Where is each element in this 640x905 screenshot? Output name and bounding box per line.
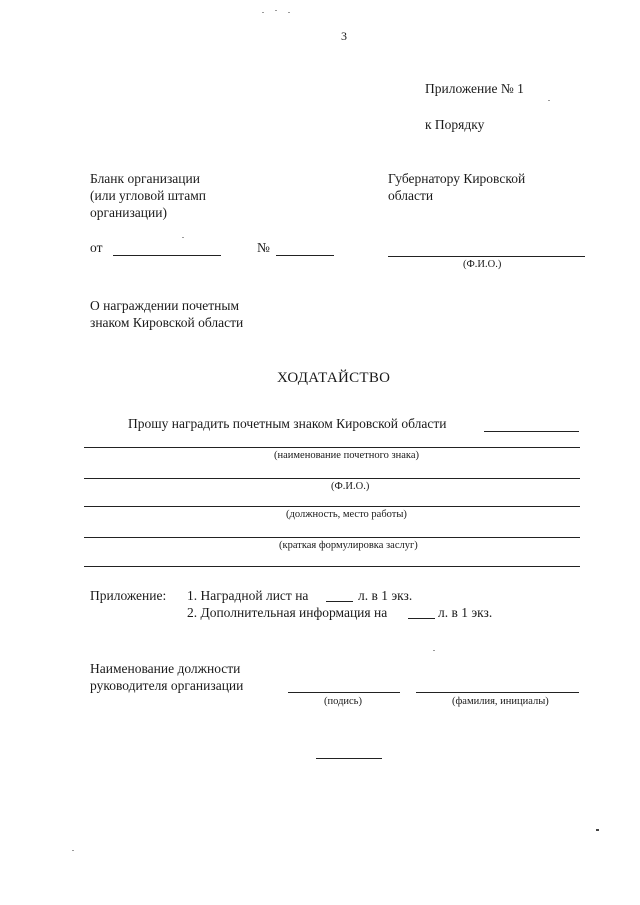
request-text: Прошу наградить почетным знаком Кировской области <box>128 416 447 431</box>
recipient-line: области <box>388 188 434 203</box>
position-line <box>84 506 580 507</box>
attachment-item-2-suffix: л. в 1 экз. <box>438 605 493 620</box>
merits-line-2 <box>84 566 580 567</box>
order-reference: к Порядку <box>425 117 485 132</box>
document-title: ХОДАТАЙСТВО <box>277 370 391 386</box>
date-blank <box>113 255 221 256</box>
number-label: № <box>257 240 270 255</box>
attachment-item-2: 2. Дополнительная информация на <box>187 605 388 620</box>
sender-line: организации) <box>90 205 167 220</box>
fio-line <box>84 478 580 479</box>
signature-position-line: руководителя организации <box>90 678 244 693</box>
page-number: 3 <box>341 29 347 43</box>
name-initials-blank <box>416 692 579 693</box>
merits-line <box>84 537 580 538</box>
merits-caption: (краткая формулировка заслуг) <box>279 540 418 551</box>
sender-line: (или угловой штамп <box>90 188 206 203</box>
subject-line: О награждении почетным <box>90 298 240 313</box>
position-caption: (должность, место работы) <box>286 509 407 520</box>
name-initials-caption: (фамилия, инициалы) <box>452 696 549 707</box>
recipient-fio-line <box>388 256 585 257</box>
recipient-line: Губернатору Кировской <box>388 171 526 186</box>
award-name-caption: (наименование почетного знака) <box>274 450 420 461</box>
from-label: от <box>90 240 103 255</box>
attachments-label: Приложение: <box>90 588 167 603</box>
signature-position-line: Наименование должности <box>90 661 241 676</box>
closing-rule <box>316 758 382 759</box>
signature-caption: (подись) <box>324 696 362 707</box>
fio-caption: (Ф.И.О.) <box>331 481 370 492</box>
attachment-2-sheets-blank <box>408 618 435 619</box>
signature-blank <box>288 692 400 693</box>
sender-line: Бланк организации <box>90 171 200 186</box>
request-blank <box>484 431 579 432</box>
subject-line: знаком Кировской области <box>90 315 244 330</box>
recipient-fio-caption: (Ф.И.О.) <box>463 259 502 270</box>
award-name-line <box>84 447 580 448</box>
attachment-item-1-suffix: л. в 1 экз. <box>358 588 413 603</box>
appendix-heading: Приложение № 1 <box>425 81 524 96</box>
attachment-1-sheets-blank <box>326 601 353 602</box>
attachment-item-1: 1. Наградной лист на <box>187 588 309 603</box>
number-blank <box>276 255 334 256</box>
